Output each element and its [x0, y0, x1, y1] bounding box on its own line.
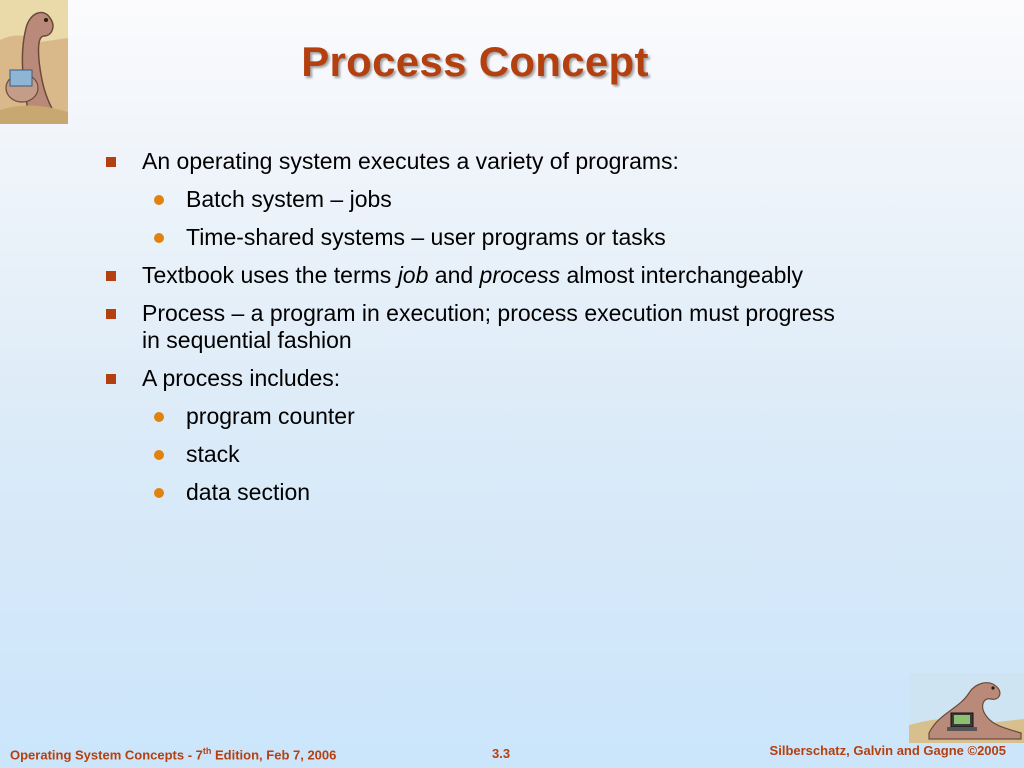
bullet-text-segment: Process – a program in execution; process execution must progress in sequential fashion [142, 300, 835, 353]
emphasized-term: process [479, 262, 561, 288]
bullet-text [142, 300, 835, 353]
bullet-text [186, 224, 666, 250]
sub-bullet-item [100, 403, 840, 430]
bullet-text-segment: data section [186, 479, 311, 505]
slide-title: Process Concept [301, 38, 649, 85]
bullet-text-segment: program counter [186, 403, 355, 429]
bullet-item [100, 148, 840, 175]
round-bullet-icon [154, 488, 164, 498]
round-bullet-icon [154, 195, 164, 205]
bullet-item [100, 365, 840, 392]
bullet-text-segment: Time-shared systems – user programs or tasks [186, 224, 666, 250]
dinosaur-laptop-illustration-icon [909, 673, 1024, 743]
emphasized-term: job [397, 262, 429, 288]
sub-bullet-item [100, 441, 840, 468]
footer-course-prefix: Operating System Concepts - 7 [10, 747, 203, 763]
bullet-item [100, 262, 840, 289]
bullet-text-segment: and [428, 262, 480, 288]
bullet-text [142, 262, 803, 288]
footer-copyright: Silberschatz, Galvin and Gagne ©2005 [769, 743, 1006, 758]
square-bullet-icon [106, 271, 116, 281]
bullet-text-segment: almost interchangeably [560, 262, 804, 288]
footer-course-sup: th [202, 746, 212, 756]
footer-course-info [10, 746, 336, 762]
bullet-text [186, 479, 310, 505]
bullet-item [100, 300, 840, 354]
bullet-text-segment: stack [186, 441, 240, 467]
sub-bullet-item [100, 186, 840, 213]
bullet-text-segment: A process includes: [142, 365, 341, 391]
bullet-text [142, 148, 679, 174]
footer-course-suffix: Edition, Feb 7, 2006 [211, 747, 337, 763]
bullet-list [100, 148, 840, 517]
bullet-text [186, 403, 355, 429]
bullet-text [186, 441, 240, 467]
square-bullet-icon [106, 374, 116, 384]
sub-bullet-item [100, 479, 840, 506]
round-bullet-icon [154, 450, 164, 460]
bullet-text [142, 365, 340, 391]
bullet-text-segment: Batch system – jobs [186, 186, 392, 212]
square-bullet-icon [106, 309, 116, 319]
bullet-text [186, 186, 392, 212]
sub-bullet-item [100, 224, 840, 251]
page-number: 3.3 [492, 746, 511, 761]
round-bullet-icon [154, 233, 164, 243]
bullet-text-segment: Textbook uses the terms [142, 262, 398, 288]
round-bullet-icon [154, 412, 164, 422]
bullet-text-segment: An operating system executes a variety of programs: [142, 148, 679, 174]
square-bullet-icon [106, 157, 116, 167]
